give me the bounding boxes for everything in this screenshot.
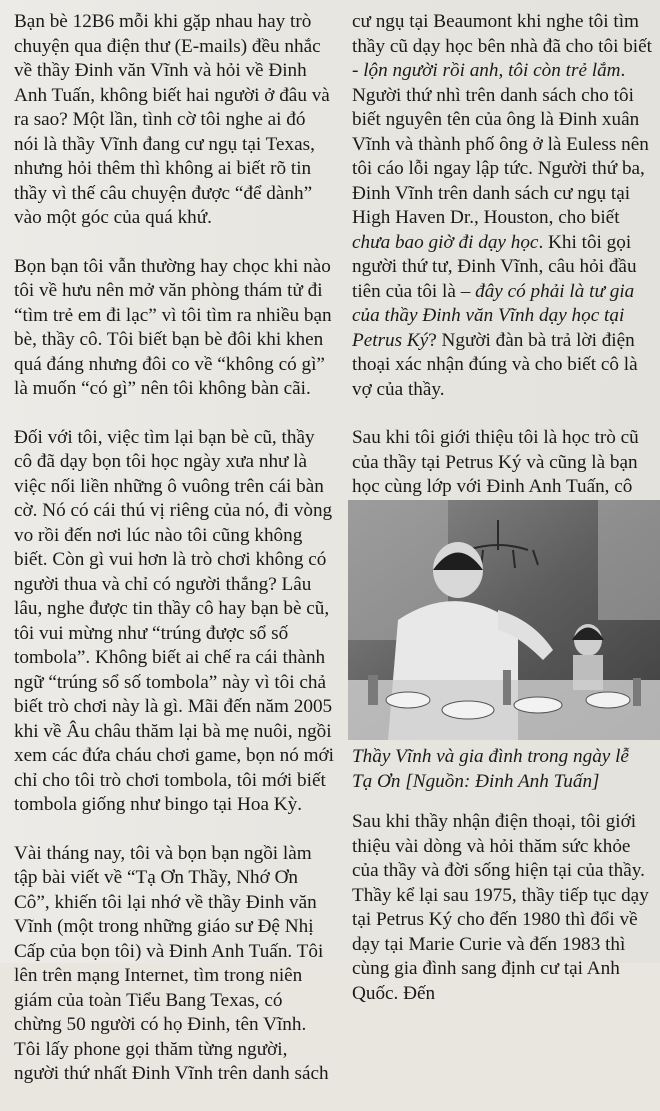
left-column bbox=[14, 10, 334, 1111]
photo-illustration bbox=[348, 500, 660, 740]
text-run: cư ngụ tại Beaumont khi nghe tôi tìm thầy cũ dạy học bên nhà đã cho tôi biết - bbox=[352, 11, 652, 81]
italic-quote: chưa bao giờ đi dạy học bbox=[352, 231, 539, 253]
photo-caption: Thầy Vĩnh và gia đình trong ngày lễ Tạ Ơn [Nguồn: Đinh Anh Tuấn] bbox=[352, 746, 629, 792]
paragraph-3: Đối với tôi, việc tìm lại bạn bè cũ, thầy cô đã dạy bọn tôi học ngày xưa như là việc nối liền những ô vuông trên cái bàn cờ. Nó có cái thú vị riêng của nó, đi vòng vo rồi đến nơi lúc nào tôi cũng không biết. Còn gì vui hơn là trò chơi không có người thua và chỉ có người thắng? Lâu lâu, nghe được tin thầy cô hay bạn bè cũ, tôi vui mừng như “trúng được sổ số tombola”. Không biết ai chế ra cái thành ngữ “trúng sổ số tombola” này vì tôi chả biết trò chơi này là gì. Mãi đến năm 2005 khi về Âu châu thăm lại bà mẹ nuôi, ngồi xem các đứa cháu chơi game, bọn nó mới chỉ cho tôi trò chơi tombola, tôi mới biết tombola giống như bingo tại Hoa Kỳ. bbox=[14, 426, 334, 815]
paragraph-2: Bọn bạn tôi vẫn thường hay chọc khi nào tôi về hưu nên mở văn phòng thám tử đi “tìm trẻ em đi lạc” vì tôi tìm ra nhiều bạn bè, thầy cô. Tôi biết bạn bè đôi khi khen quá đáng nhưng đôi co về “không có gì” là muốn “có gì” nên tôi không bàn cãi. bbox=[14, 255, 332, 399]
text-run: . Khi tôi gọi người thứ tư, Đinh Vĩnh, câu hỏi đầu tiên của tôi là – bbox=[352, 231, 637, 302]
italic-quote: lộn người rồi anh, tôi còn trẻ lắm bbox=[363, 60, 621, 81]
paragraph-7: Sau khi thầy nhận điện thoại, tôi giới thiệu vài dòng và hỏi thăm sức khỏe của thầy và đời sống hiện tại của thầy. Thầy kể lại sau 1975, thầy tiếp tục dạy tại Petrus Ký cho đến 1980 thì đổi về dạy tại Marie Curie và đến 1983 thì cùng gia đình sang định cư tại Anh Quốc. Đến bbox=[352, 811, 649, 1004]
paragraph-5 bbox=[352, 10, 652, 402]
paragraph-6: Sau khi tôi giới thiệu tôi là học trò cũ của thầy tại Petrus Ký và cũng là bạn học cùng lớp với Đinh Anh Tuấn, cô bbox=[352, 427, 639, 497]
text-run: . Người thứ nhì trên danh sách cho tôi biết nguyên tên của ông là Đinh xuân Vĩnh và thành phố ông ở là Euless nên tôi cáo lỗi ngay lập tức. Người thứ ba, Đinh Vĩnh trên danh sách cư ngụ tại High Haven Dr., Houston, cho biết bbox=[352, 60, 649, 228]
italic-quote: đây có phải là tư gia của thầy Đinh văn Vĩnh dạy học tại Petrus Ký bbox=[352, 280, 635, 351]
paragraph-1: Bạn bè 12B6 mỗi khi gặp nhau hay trò chuyện qua điện thư (E-mails) đều nhắc về thầy Đinh văn Vĩnh và hỏi về Đinh Anh Tuấn, không biết hai người ở đâu và ra sao? Một lần, tình cờ tôi nghe ai đó nói là thầy Vĩnh đang cư ngụ tại Texas, nhưng hỏi thêm thì không ai biết rõ tin thầy vì thế câu chuyện được “để dành” vào một góc của quá khứ. bbox=[14, 11, 330, 228]
paragraph-4: Vài tháng nay, tôi và bọn bạn ngồi làm tập bài viết về “Tạ Ơn Thầy, Nhớ Ơn Cô”, khiến tôi lại nhớ về thầy Đinh văn Vĩnh (một trong những giáo sư Đệ Nhị Cấp của bọn tôi) và Đinh Anh Tuấn. Tôi lên trên mạng Internet, tìm trong niên giám của toàn Tiểu Bang Texas, có chừng 50 người có họ Đinh, tên Vĩnh. Tôi lấy phone gọi thăm từng người, người thứ nhất Đinh Vĩnh trên danh sách bbox=[14, 842, 329, 1084]
text-run: ? Người đàn bà trả lời điện thoại xác nhận đúng và cho biết cô là vợ của thầy. bbox=[352, 329, 638, 400]
family-photo bbox=[348, 500, 660, 740]
